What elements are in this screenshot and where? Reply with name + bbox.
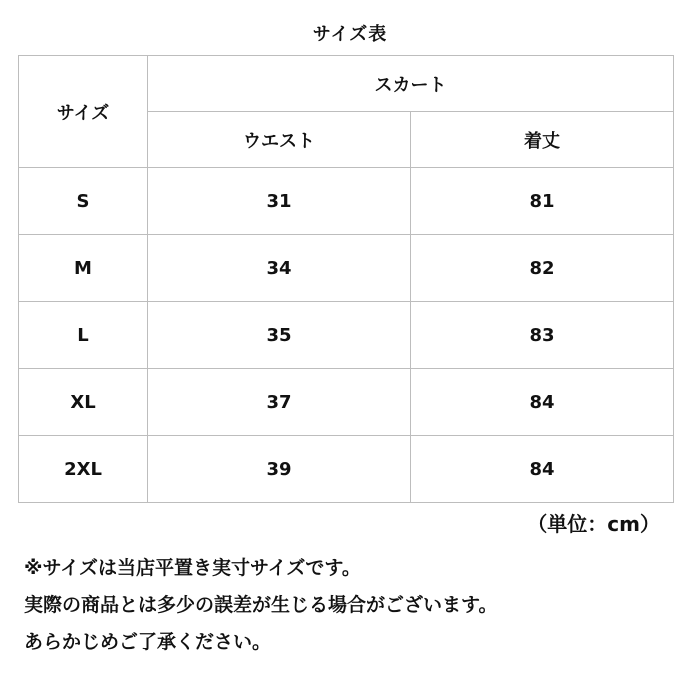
length-cell: 82 <box>411 235 674 302</box>
waist-cell: 37 <box>148 369 411 436</box>
waist-cell: 34 <box>148 235 411 302</box>
size-cell: S <box>19 168 148 235</box>
waist-cell: 31 <box>148 168 411 235</box>
table-row <box>19 168 674 235</box>
notes-block <box>24 550 684 661</box>
note-line: ※サイズは当店平置き実寸サイズです。 <box>24 557 361 579</box>
size-column-header: サイズ <box>19 56 148 168</box>
length-cell: 84 <box>411 369 674 436</box>
length-column-header: 着丈 <box>411 112 674 168</box>
skirt-group-header: スカート <box>148 56 674 112</box>
length-cell: 84 <box>411 436 674 503</box>
waist-column-header: ウエスト <box>148 112 411 168</box>
page-title: サイズ表 <box>312 24 388 45</box>
size-table <box>18 55 674 503</box>
length-cell: 81 <box>411 168 674 235</box>
note-line: 実際の商品とは多少の誤差が生じる場合がございます。 <box>24 594 498 616</box>
size-cell: XL <box>19 369 148 436</box>
table-row <box>19 235 674 302</box>
table-row <box>19 302 674 369</box>
table-row <box>19 369 674 436</box>
size-cell: M <box>19 235 148 302</box>
length-cell: 83 <box>411 302 674 369</box>
waist-cell: 39 <box>148 436 411 503</box>
unit-note: （単位：cm） <box>527 512 660 536</box>
table-header-row <box>19 56 674 112</box>
waist-cell: 35 <box>148 302 411 369</box>
size-cell: L <box>19 302 148 369</box>
size-cell: 2XL <box>19 436 148 503</box>
table-row <box>19 436 674 503</box>
note-line: あらかじめご了承ください。 <box>24 631 272 653</box>
